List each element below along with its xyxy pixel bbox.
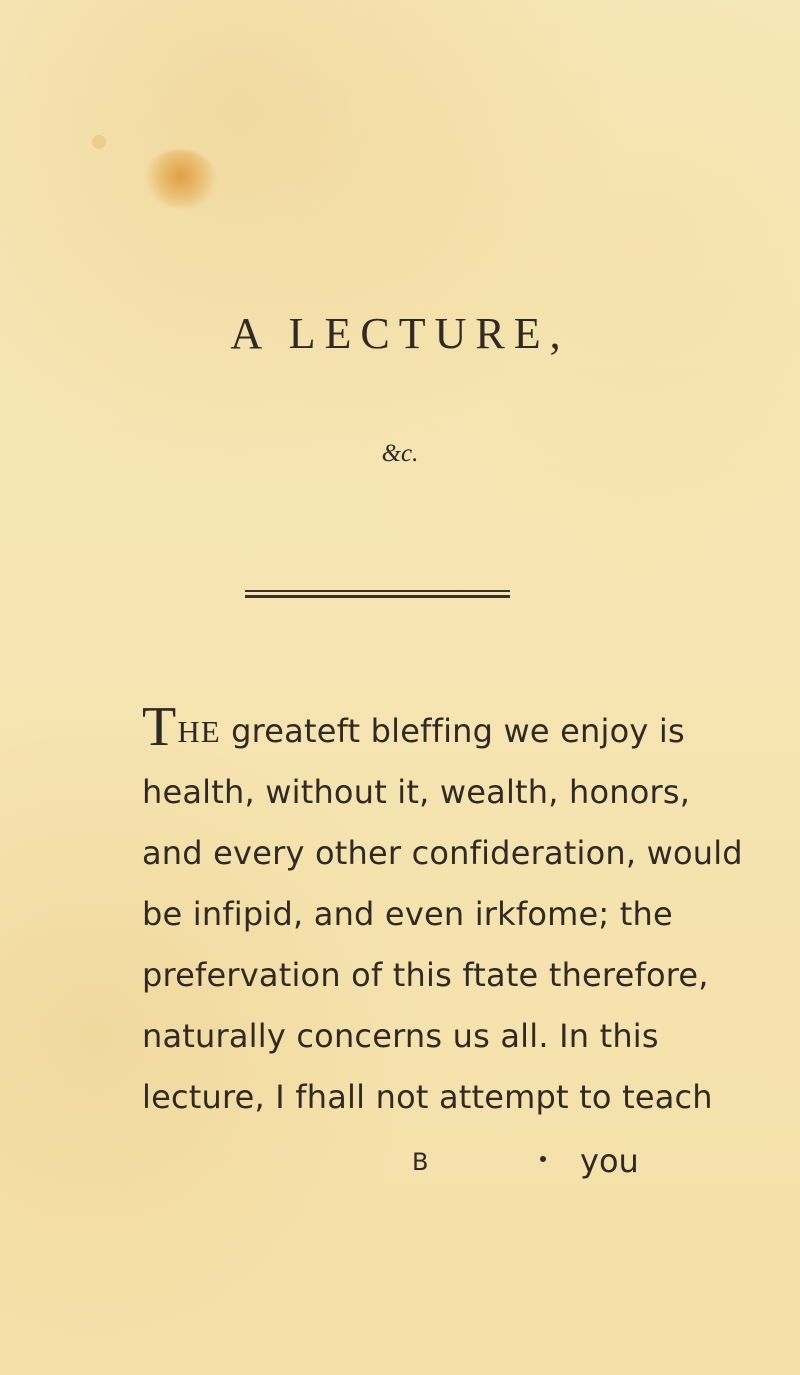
body-line-3: and every other confideration, would bbox=[142, 834, 743, 872]
rule-line-top bbox=[245, 590, 510, 592]
catchword: you bbox=[580, 1142, 639, 1180]
rule-line-bottom bbox=[245, 595, 510, 598]
signature-mark: B bbox=[412, 1148, 429, 1176]
body-line-1-text: greateft bleffing we enjoy is bbox=[231, 712, 685, 750]
page-subtitle: &c. bbox=[381, 440, 419, 467]
first-word-rest: HE bbox=[177, 714, 221, 749]
page-footer bbox=[0, 1142, 800, 1192]
double-rule bbox=[245, 590, 510, 598]
body-text bbox=[142, 696, 743, 1128]
paper-stain bbox=[145, 150, 217, 208]
page-title: A LECTURE, bbox=[230, 309, 570, 358]
paper-stain-small bbox=[92, 135, 106, 149]
body-line-2: health, without it, wealth, honors, bbox=[142, 773, 691, 811]
body-line-7: lecture, I fhall not attempt to teach bbox=[142, 1078, 713, 1116]
body-line-4: be infipid, and even irkfome; the bbox=[142, 895, 673, 933]
body-line-6: naturally concerns us all. In this bbox=[142, 1017, 659, 1055]
body-line-1 bbox=[142, 696, 685, 762]
body-line-5: prefervation of this ftate therefore, bbox=[142, 956, 709, 994]
footer-dot bbox=[540, 1156, 546, 1162]
drop-capital: T bbox=[142, 696, 177, 758]
